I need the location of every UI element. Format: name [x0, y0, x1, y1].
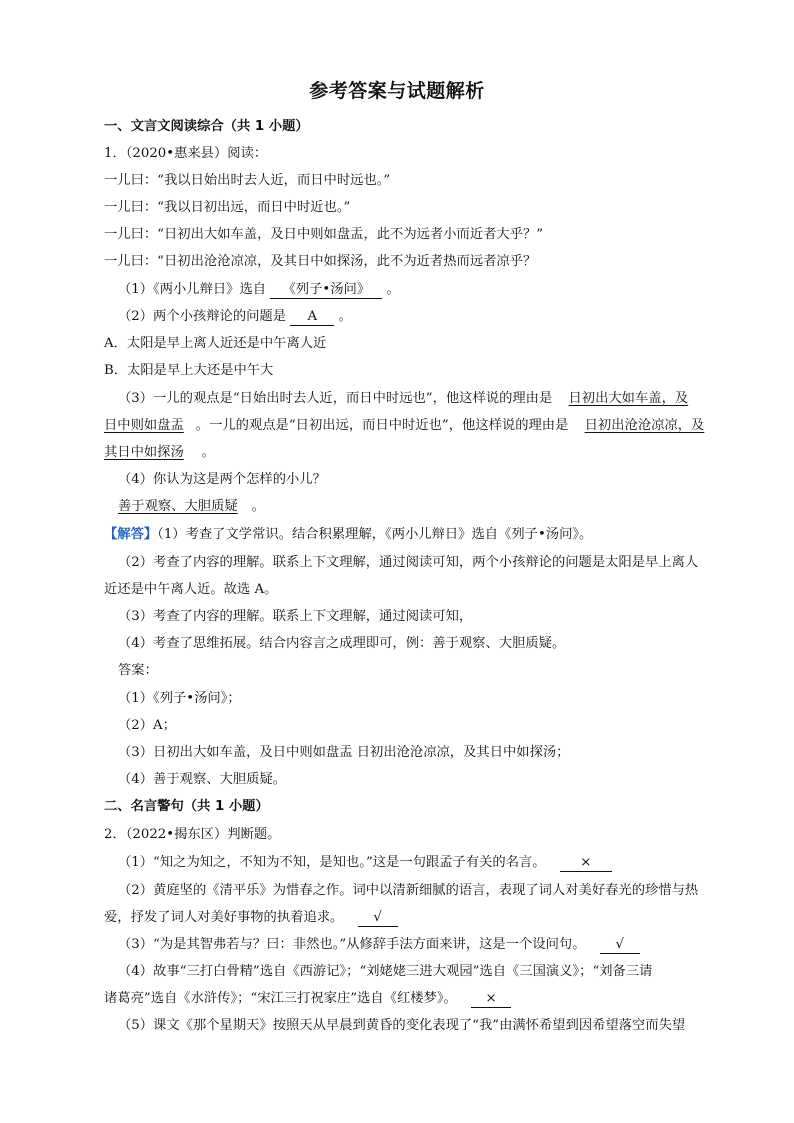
solution-line-4: （4）考查了思维拓展。结合内容言之成理即可，例：善于观察、大胆质疑。	[118, 636, 566, 651]
judgment-text: （1）“知之为知之，不知为不知，是知也。”这是一句跟孟子有关的名言。	[118, 855, 546, 870]
question-2-intro: 2．（2022•揭东区）判断题。	[104, 827, 281, 842]
question-text: （3）一儿的观点是“日始出时去人近，而日中时远也”，他这样说的理由是	[118, 391, 553, 406]
judgment-mark: √	[600, 937, 640, 954]
answer-blank: A	[290, 309, 334, 326]
answer-underline: 日中则如盘盂	[104, 418, 184, 433]
judgment-4-line-2	[104, 990, 511, 1008]
question-1-3-line-3	[104, 444, 215, 462]
question-text: （1）《两小儿辩日》选自	[118, 282, 267, 297]
passage-line-2: 一儿曰：“我以日初出远，而日中时近也。”	[104, 200, 351, 215]
punctuation: 。	[338, 309, 352, 324]
answer-3: （3）日初出大如车盖，及日中则如盘盂 日初出沧沧凉凉，及其日中如探汤；	[118, 745, 570, 760]
solution-tag: 【解答】	[104, 527, 158, 542]
question-text: 。一儿的观点是“日初出远，而日中时近也”，他这样说的理由是	[195, 418, 569, 433]
judgment-mark: ×	[560, 855, 612, 872]
question-1-3-line-1	[118, 390, 688, 408]
judgment-1	[118, 854, 612, 872]
solution-line-2b: 近还是中午离人近。故选 A。	[104, 582, 278, 597]
answer-4: （4）善于观察、大胆质疑。	[118, 772, 287, 787]
answer-1: （1）《列子•汤问》；	[118, 691, 241, 706]
question-1-4-answer	[104, 498, 265, 516]
judgment-mark: √	[358, 910, 398, 927]
answer-underline: 善于观察、大胆质疑	[118, 499, 238, 514]
punctuation: 。	[386, 282, 400, 297]
question-text: （2）两个小孩辩论的问题是	[118, 309, 287, 324]
punctuation: 。	[251, 499, 265, 514]
judgment-4-line-1: （4）故事“三打白骨精”选自《西游记》；“刘姥姥三进大观园”选自《三国演义》；“刘备三请	[118, 964, 653, 979]
solution-line-2a: （2）考查了内容的理解。联系上下文理解，通过阅读可知，两个小孩辩论的问题是太阳是早上离人	[118, 555, 699, 570]
answer-underline: 日初出大如车盖，及	[568, 391, 689, 406]
answer-underline: 日初出沧沧凉凉，及	[584, 418, 705, 433]
answer-underline: 其日中如探汤	[104, 445, 184, 460]
question-1-4: （4）你认为这是两个怎样的小儿？	[118, 472, 326, 487]
judgment-5-line-1: （5）课文《那个星期天》按照天从早晨到黄昏的变化表现了“我”由满怀希望到因希望落空而失望	[118, 1018, 686, 1033]
judgment-3	[118, 936, 640, 954]
question-1-2	[118, 308, 352, 326]
punctuation: 。	[201, 445, 216, 460]
solution-line-3: （3）考查了内容的理解。联系上下文理解，通过阅读可知，	[118, 609, 473, 624]
judgment-2-line-1: （2）黄庭坚的《清平乐》为惜春之作。词中以清新细腻的语言，表现了词人对美好春光的珍惜与热	[118, 883, 699, 898]
judgment-2-line-2	[104, 909, 398, 927]
passage-line-3: 一儿曰：“日初出大如车盖，及日中则如盘盂，此不为远者小而近者大乎？”	[104, 227, 544, 242]
option-a: A．太阳是早上离人近还是中午离人近	[104, 336, 327, 351]
page-title: 参考答案与试题解析	[309, 80, 485, 102]
answer-label: 答案：	[118, 663, 158, 678]
section-heading-1: 一、文言文阅读综合（共 1 小题）	[104, 119, 309, 134]
solution-line-1	[104, 526, 592, 544]
judgment-mark: ×	[471, 991, 511, 1008]
passage-line-4: 一儿曰：“日初出沧沧凉凉，及其日中如探汤，此不为近者热而远者凉乎？	[104, 254, 537, 269]
question-1-1	[118, 281, 400, 299]
judgment-text: 诸葛亮”选自《水浒传》；“宋江三打祝家庄”选自《红楼梦》。	[104, 991, 457, 1006]
question-1-3-line-2	[104, 417, 704, 435]
option-b: B．太阳是早上大还是中午大	[104, 363, 274, 378]
answer-blank: 《列子•汤问》	[270, 282, 382, 299]
passage-line-1: 一儿曰：“我以日始出时去人近，而日中时远也。”	[104, 173, 391, 188]
question-1-intro: 1．（2020•惠来县）阅读：	[104, 146, 268, 161]
answer-2: （2）A；	[118, 718, 176, 733]
judgment-text: 爱，抒发了词人对美好事物的执着追求。	[104, 910, 344, 925]
judgment-text: （3）“为是其智弗若与？曰：非然也。”从修辞手法方面来讲，这是一个设问句。	[118, 937, 586, 952]
solution-text: （1）考查了文学常识。结合积累理解，《两小儿辩日》选自《列子•汤问》。	[157, 527, 593, 542]
section-heading-2: 二、名言警句（共 1 小题）	[104, 799, 269, 814]
